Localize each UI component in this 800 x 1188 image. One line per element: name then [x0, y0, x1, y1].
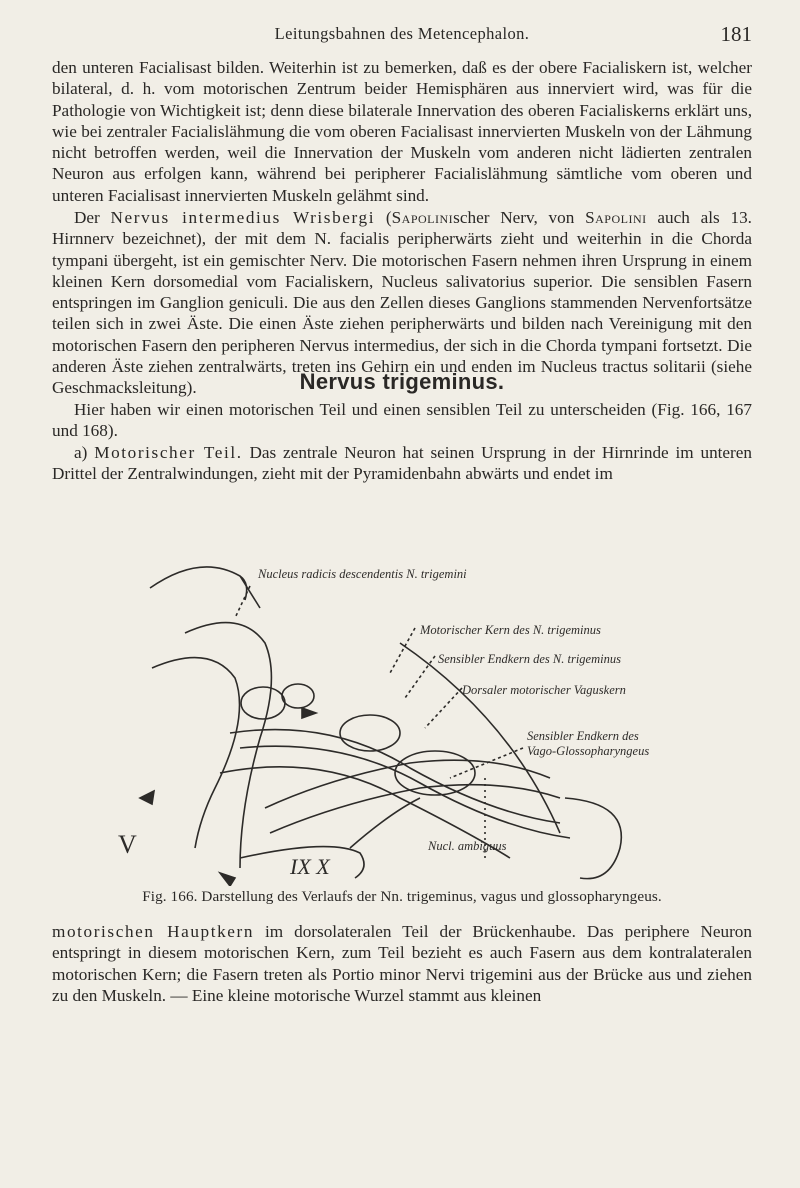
paragraph-motorischer-teil	[52, 442, 752, 485]
motor-nucleus	[241, 687, 285, 719]
leader-sensibler-endkern	[405, 656, 435, 698]
text-run: auch als 13. Hirnnerv bezeichnet), der mit dem N. facialis peripherwärts zieht und weiterhin in die Chorda tympani übergeht, ist ein gemischter Nerv. Die motorischen Fasern nehmen ihren Ursprung in einem kleinen Kern dorsomedial vom Facialiskern, Nucleus salivatorius superior. Die sensiblen Fasern entspringen im Ganglion geniculi. Die aus den Zellen dieses Ganglions stammenden Nervenfortsätze teilen sich in zwei Äste. Die einen Äste ziehen peripherwärts und bilden nach Vereinigung mit den motorischen Fasern den peripheren Nervus intermedius, der sich in die Chorda tympani fortsetzt. Die anderen Äste ziehen zentralwärts, treten ins Gehirn ein und enden im Nucleus tractus solitarii (siehe Geschmacksleitung).	[52, 208, 752, 398]
label-nucleus-radicis: Nucleus radicis descendentis N. trigemini	[258, 567, 467, 581]
text-run: a)	[74, 443, 95, 462]
text-run: scher Nerv, von	[453, 208, 586, 227]
label-nucl-ambiguus: Nucl. ambiguus	[428, 839, 507, 853]
tract-line	[240, 576, 260, 608]
arrowhead	[140, 791, 154, 804]
text-run: (	[375, 208, 392, 227]
sensory-nucleus	[282, 684, 314, 708]
label-sensibler-endkern: Sensibler Endkern des N. trigeminus	[438, 652, 621, 666]
leader-vago-glosso	[450, 748, 523, 778]
leader-nucleus-radicis	[235, 586, 250, 618]
figure-166	[90, 548, 720, 886]
vagus-dorsal-nucleus	[340, 715, 400, 751]
label-sensibler-endkern-vago-1: Sensibler Endkern des	[527, 729, 639, 743]
running-title: Leitungsbahnen des Metencephalon.	[274, 24, 530, 43]
nerve-pathway-diagram	[90, 548, 720, 886]
label-roman-v: V	[118, 830, 137, 859]
tract-arc-top	[150, 567, 247, 600]
figure-caption: Fig. 166. Darstellung des Verlaufs der Nn. trigeminus, vagus und glossopharyngeus.	[142, 888, 662, 905]
vago-glosso-nucleus	[395, 751, 475, 795]
label-roman-ix-x: IX X	[290, 854, 330, 879]
label-sensibler-endkern-vago-2: Vago-Glossopharyngeus	[527, 744, 650, 758]
spaced-term: Nervus intermedius Wrisbergi	[110, 208, 376, 227]
spaced-term: Motorischer Teil.	[94, 443, 243, 462]
brainstem-outline-inner	[152, 658, 240, 848]
spaced-term: motorischen Hauptkern	[52, 922, 255, 941]
text-run: Der	[74, 208, 111, 227]
arrowhead	[220, 873, 235, 886]
paragraph-facialis: den unteren Facialisast bilden. Weiterhin ist zu bemerken, daß es der obere Facialiskern ist, welcher bilateral, d. h. vom motorischen Zentrum beider Hemisphären aus innerviert wird, was für die Pathologie von Wichtigkeit ist; denn diese bilaterale Innervation des oberen Facialiskerns erklärt uns, wie bei zentraler Facialislähmung die vom oberen Facialisast innervierten Muskeln von der Lähmung nicht betroffen werden, weil die Innervation der Muskeln vom anderen nicht lädierten zentralen Neuron aus erfolgen kann, während bei peripherer Facialislähmung sämtliche vom oberen und unteren Facialisast innervierten Muskeln gelähmt sind.	[52, 58, 752, 205]
leader-vaguskern	[425, 688, 462, 728]
label-motorischer-kern: Motorischer Kern des N. trigeminus	[420, 623, 601, 637]
text-run: im dorsolateralen Teil der Brückenhaube. Das periphere Neuron entspringt in diesem motorischen Kern, zum Teil bezieht es auch Fasern aus dem kontralateralen motorischen Kern; die Fasern treten als Portio minor Nervi trigemini aus der Brücke aus und ziehen zu den Muskeln. — Eine kleine motorische Wurzel stammt aus kleinen	[52, 922, 752, 1005]
lower-loop-2	[350, 798, 420, 848]
section-heading: Nervus trigeminus.	[299, 369, 505, 394]
label-dorsaler-vaguskern: Dorsaler motorischer Vaguskern	[462, 683, 626, 697]
arrowhead	[302, 708, 316, 718]
author-name: Sapolini	[391, 208, 454, 227]
text-run: Das zentrale Neuron hat seinen Ursprung in der Hirnrinde im unteren Drittel der Zentralwindungen, zieht mit der Pyramidenbahn abwärts und endet im	[52, 443, 753, 484]
author-name: Sapolini	[585, 208, 647, 227]
paragraph-intro-trigeminus: Hier haben wir einen motorischen Teil und einen sensiblen Teil zu unterscheiden (Fig. 166, 167 und 168).	[52, 400, 752, 441]
page-number: 181	[720, 22, 752, 46]
page-header	[52, 22, 752, 50]
diagram-outline	[140, 567, 621, 886]
paragraph-hauptkern	[52, 921, 752, 1006]
ambiguus-loop	[565, 798, 621, 879]
